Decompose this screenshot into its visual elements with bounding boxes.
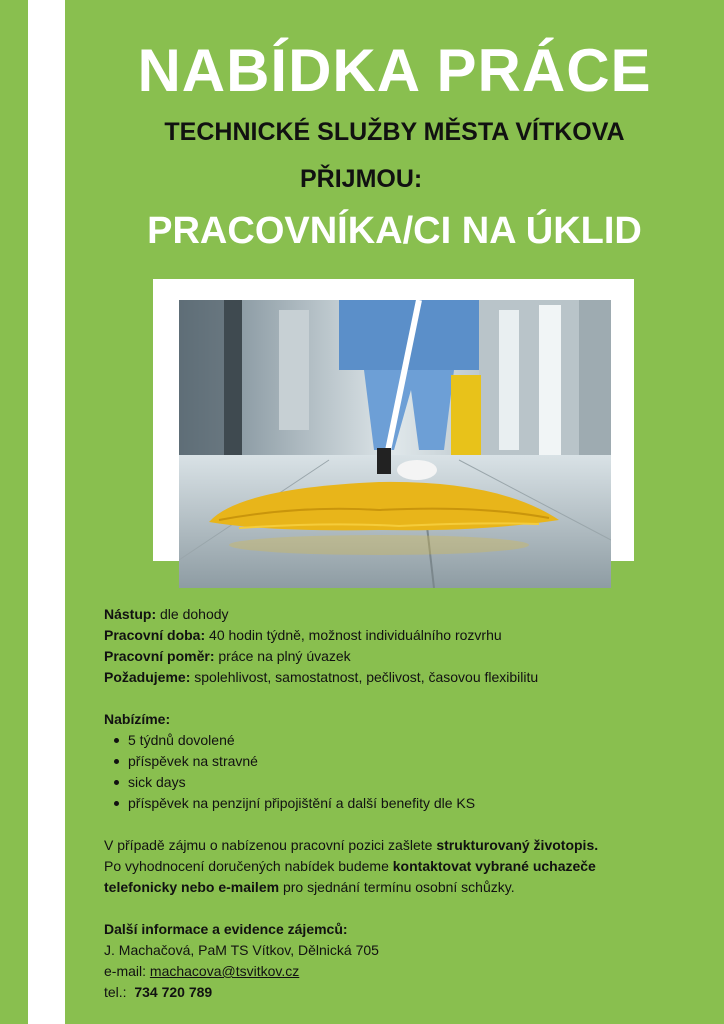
email-link[interactable]: machacova@tsvitkov.cz	[149, 963, 300, 979]
mop-cleaning-illustration	[179, 300, 611, 588]
employer-name: TECHNICKÉ SLUŽBY MĚSTA VÍTKOVA	[164, 118, 625, 146]
list-item: příspěvek na stravné	[128, 751, 704, 772]
poster-title: NABÍDKA PRÁCE	[137, 37, 652, 104]
benefits-list	[104, 730, 704, 814]
contact-email-row: e-mail: machacova@tsvitkov.cz	[104, 963, 300, 979]
requirements-row	[104, 667, 704, 688]
contact-person: J. Machačová, PaM TS Vítkov, Dělnická 705	[104, 942, 379, 958]
requirements-value: spolehlivost, samostatnost, pečlivost, časovou flexibilitu	[190, 669, 539, 685]
start-row	[104, 604, 704, 625]
position-title: PRACOVNÍKA/CI NA ÚKLID	[147, 210, 642, 252]
start-value: dle dohody	[156, 606, 229, 622]
apply-line-3: telefonicky nebo e-mailem pro sjednání termínu osobní schůzky.	[104, 879, 515, 895]
job-details	[104, 604, 704, 1003]
list-item: 5 týdnů dovolené	[128, 730, 704, 751]
apply-line-1: V případě zájmu o nabízenou pracovní pozici zašlete strukturovaný životopis.	[104, 837, 599, 853]
phone-number: 734 720 789	[134, 984, 213, 1000]
list-item: sick days	[128, 772, 704, 793]
contract-label: Pracovní poměr:	[104, 648, 215, 664]
contact-heading: Další informace a evidence zájemců:	[104, 921, 348, 937]
hours-row	[104, 625, 704, 646]
requirements-label: Požadujeme:	[104, 669, 191, 685]
hours-label: Pracovní doba:	[104, 627, 206, 643]
hours-value: 40 hodin týdně, možnost individuálního rozvrhu	[205, 627, 502, 643]
apply-line-2: Po vyhodnocení doručených nabídek budeme kontaktovat vybrané uchazeče	[104, 858, 596, 874]
mop-cleaning-photo	[179, 300, 611, 588]
hiring-label: PŘIJMOU:	[300, 165, 423, 193]
contact-phone-row: tel.: 734 720 789	[104, 984, 213, 1000]
start-label: Nástup:	[104, 606, 157, 622]
left-green-stripe	[0, 0, 28, 1024]
contract-row	[104, 646, 704, 667]
contract-value: práce na plný úvazek	[214, 648, 351, 664]
white-vertical-stripe	[28, 0, 65, 1024]
offer-heading: Nabízíme:	[104, 711, 171, 727]
list-item: příspěvek na penzijní připojištění a další benefity dle KS	[128, 793, 704, 814]
